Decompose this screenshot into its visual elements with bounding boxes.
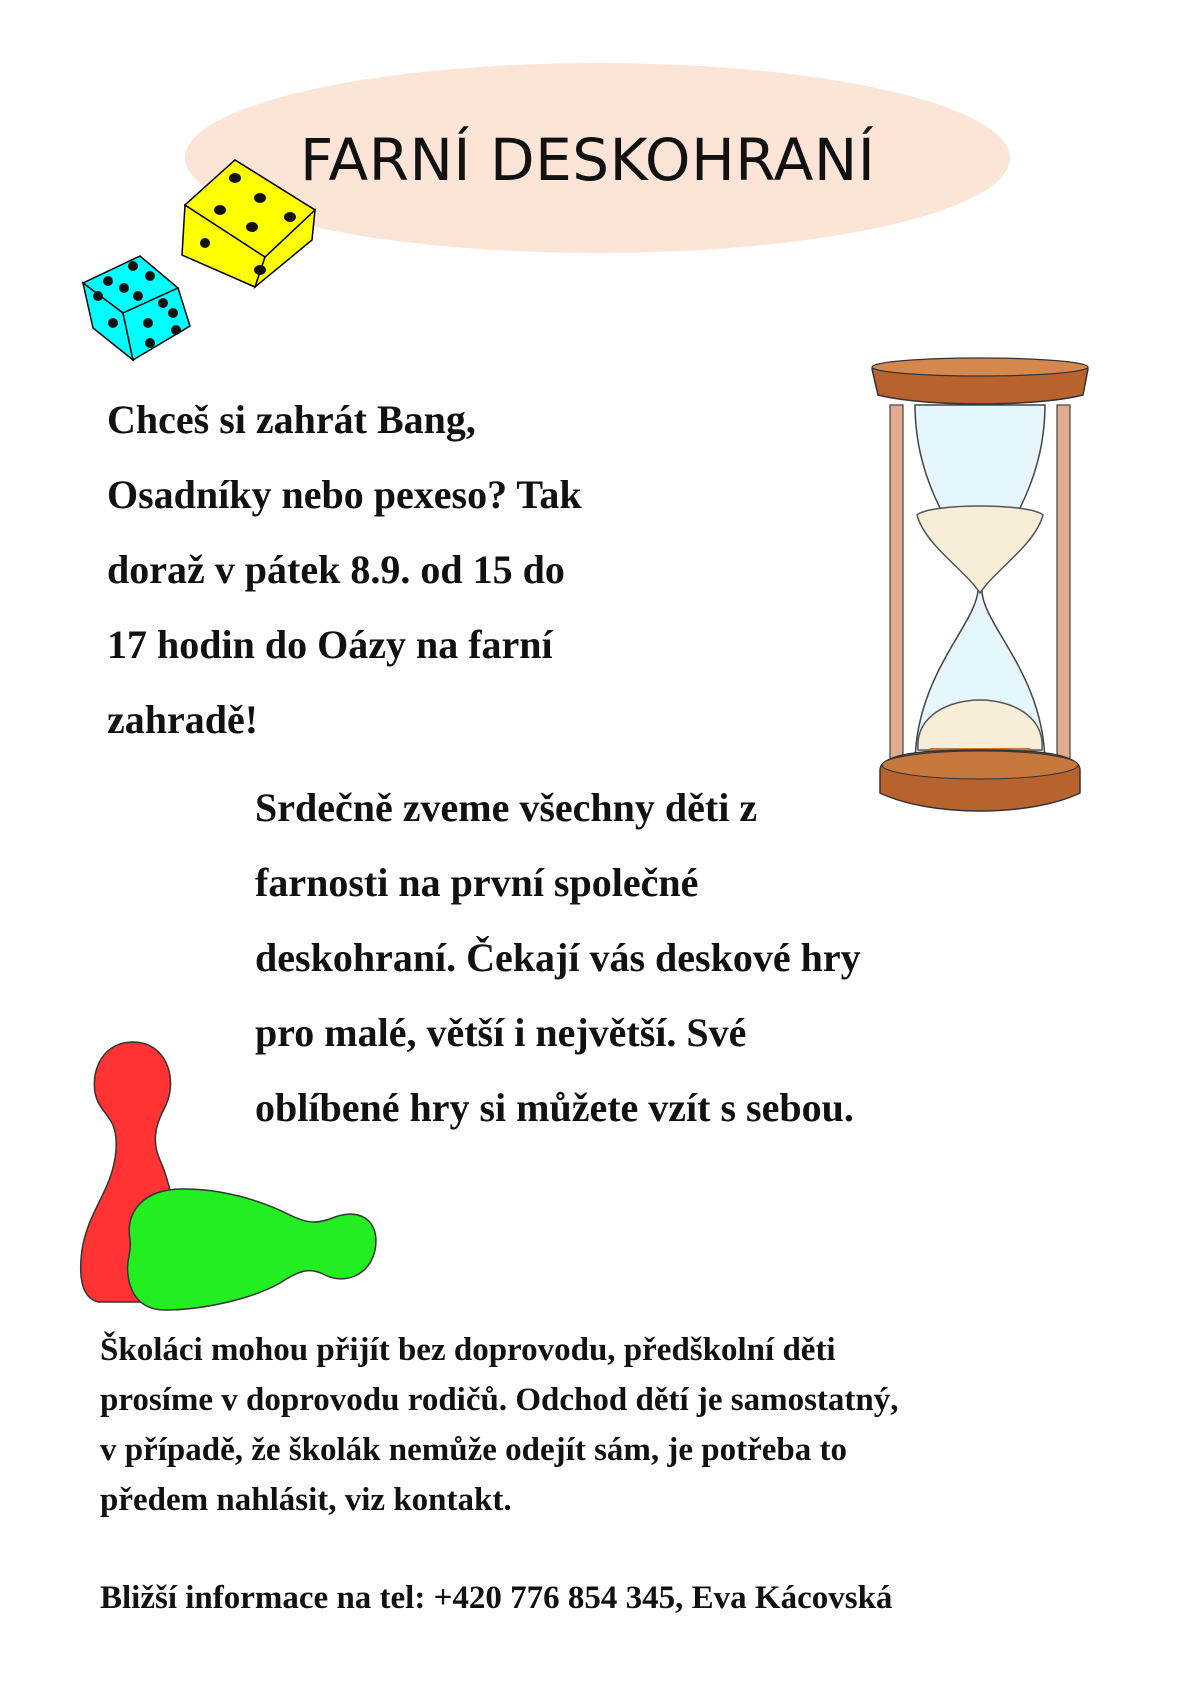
intro-line: 17 hodin do Oázy na farní (107, 622, 553, 667)
page-title: FARNÍ DESKOHRANÍ (300, 126, 876, 194)
notice-paragraph (100, 1325, 1120, 1525)
invite-line: deskohraní. Čekají vás deskové hry (255, 935, 861, 980)
intro-line: doraž v pátek 8.9. od 15 do (107, 547, 565, 592)
notice-line: v případě, že školák nemůže odejít sám, je potřeba to (100, 1432, 848, 1468)
intro-line: zahradě! (107, 697, 259, 742)
invite-line: Srdečně zveme všechny děti z (255, 785, 758, 830)
invite-line: farnosti na první společné (255, 860, 699, 905)
notice-line: předem nahlásit, viz kontakt. (100, 1482, 512, 1518)
pawn-green-icon (120, 1185, 380, 1315)
invite-line: oblíbené hry si můžete vzít s sebou. (255, 1085, 854, 1130)
intro-paragraph (107, 382, 747, 757)
invite-line: pro malé, větší i největší. Své (255, 1010, 747, 1055)
intro-line: Osadníky nebo pexeso? Tak (107, 472, 582, 517)
contact-info: Bližší informace na tel: +420 776 854 345, Eva Kácovská (100, 1580, 893, 1616)
intro-line: Chceš si zahrát Bang, (107, 397, 476, 442)
die-yellow-icon (180, 155, 320, 290)
die-cyan-icon (78, 248, 198, 368)
invite-paragraph (255, 770, 1015, 1145)
notice-line: Školáci mohou přijít bez doprovodu, předškolní děti (100, 1332, 836, 1368)
notice-line: prosíme v doprovodu rodičů. Odchod dětí je samostatný, (100, 1382, 899, 1418)
